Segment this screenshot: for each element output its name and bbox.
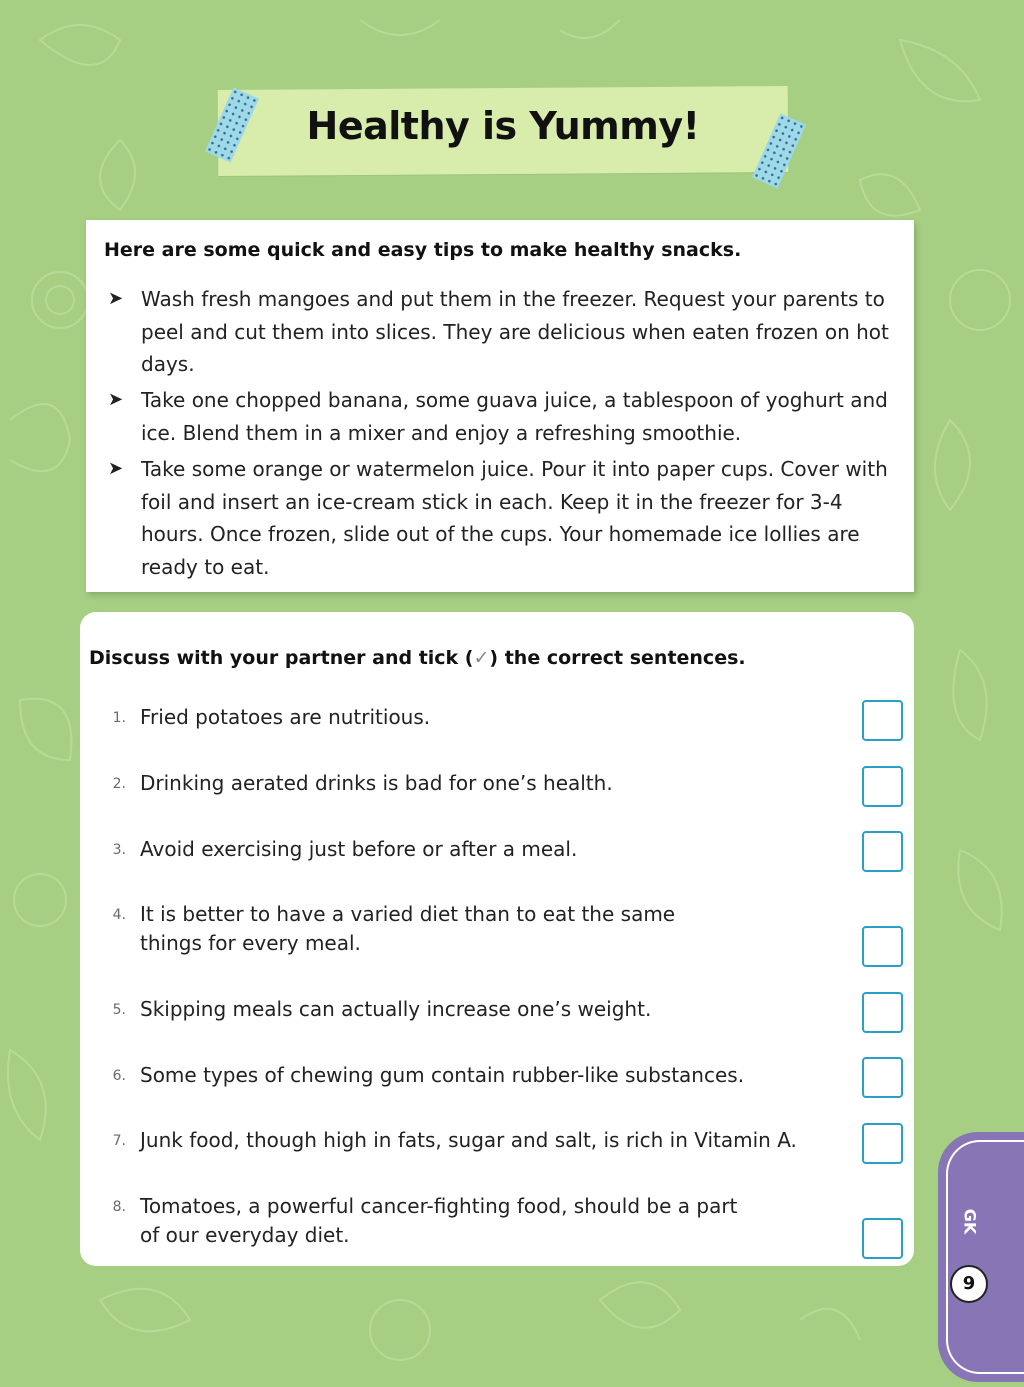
tick-checkbox[interactable] (862, 926, 903, 967)
question-text: Junk food, though high in fats, sugar and salt, is rich in Vitamin A. (140, 1128, 797, 1152)
question-number: 4. (112, 907, 126, 923)
quiz-heading-end: ) the correct sentences. (489, 647, 746, 669)
tick-checkbox[interactable] (862, 766, 903, 807)
subject-label: GK (960, 1208, 980, 1235)
question-text-line: things for every meal. (140, 931, 361, 955)
question-number: 6. (112, 1068, 126, 1084)
question-text-line: of our everyday diet. (140, 1223, 350, 1247)
tick-icon: ✓ (473, 647, 490, 669)
question-number: 1. (112, 710, 126, 726)
arrow-right-icon: ➤ (108, 458, 124, 479)
question-number: 8. (112, 1199, 126, 1215)
tick-checkbox[interactable] (862, 1123, 903, 1164)
question-text-line: Tomatoes, a powerful cancer-fighting food, should be a part (140, 1194, 738, 1218)
tip-text: Take one chopped banana, some guava juice, a tablespoon of yoghurt and ice. Blend them in a mixer and enjoy a refreshing smoothie. (141, 388, 888, 445)
quiz-heading (89, 647, 746, 669)
tick-checkbox[interactable] (862, 992, 903, 1033)
question-number: 3. (112, 842, 126, 858)
question-text: Avoid exercising just before or after a meal. (140, 837, 578, 861)
arrow-right-icon: ➤ (108, 389, 124, 410)
question-text: Skipping meals can actually increase one’s weight. (140, 997, 652, 1021)
tips-heading: Here are some quick and easy tips to make healthy snacks. (104, 239, 742, 261)
arrow-right-icon: ➤ (108, 288, 124, 309)
question-text: Fried potatoes are nutritious. (140, 705, 431, 729)
tick-checkbox[interactable] (862, 700, 903, 741)
question-text: Some types of chewing gum contain rubber-like substances. (140, 1063, 745, 1087)
tick-checkbox[interactable] (862, 1218, 903, 1259)
page-title: Healthy is Yummy! (306, 104, 700, 148)
page-number: 9 (950, 1265, 988, 1303)
question-number: 7. (112, 1133, 126, 1149)
tip-text: Wash fresh mangoes and put them in the freezer. Request your parents to peel and cut them into slices. They are delicious when eaten frozen on hot days. (141, 287, 889, 376)
question-number: 2. (112, 776, 126, 792)
tick-checkbox[interactable] (862, 831, 903, 872)
tip-text: Take some orange or watermelon juice. Pour it into paper cups. Cover with foil and insert an ice-cream stick in each. Keep it in the freezer for 3-4 hours. Once frozen, slide out of the cups. Your homemade ice lollies are ready to eat. (141, 457, 888, 579)
quiz-heading-start: Discuss with your partner and tick ( (89, 647, 474, 669)
question-text-line: It is better to have a varied diet than to eat the same (140, 902, 676, 926)
question-text: Drinking aerated drinks is bad for one’s health. (140, 771, 613, 795)
question-number: 5. (112, 1002, 126, 1018)
tick-checkbox[interactable] (862, 1057, 903, 1098)
subject-tab-border (946, 1140, 1024, 1374)
